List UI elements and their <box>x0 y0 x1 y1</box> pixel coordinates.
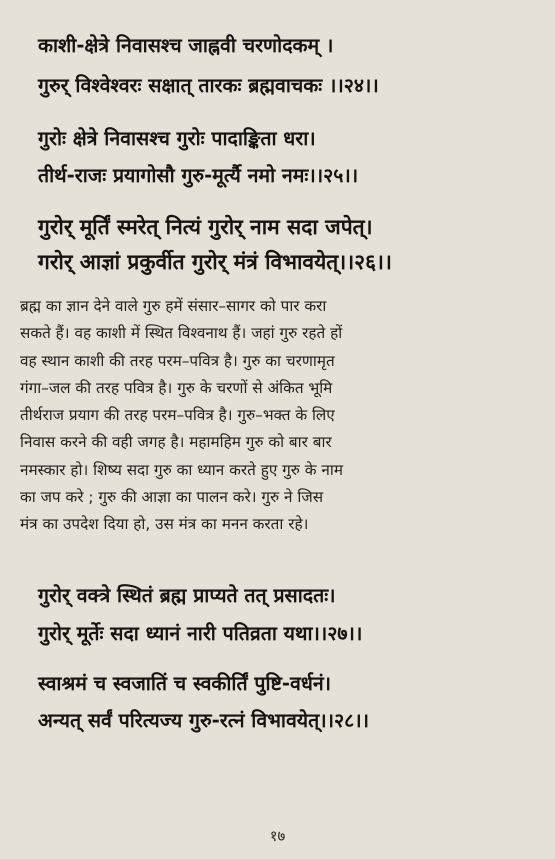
commentary-line: मंत्र का उपदेश दिया हो, उस मंत्र का मनन करता रहे। <box>20 515 309 534</box>
commentary-line: सकते हैं। वह काशी में स्थित विश्वनाथ हैं। जहां गुरु रहते हों <box>20 324 343 343</box>
verse-line: गुरुर् विश्वेश्वरः सक्षात् तारकः ब्रह्मवाचकः ।।२४।। <box>38 74 379 97</box>
commentary-line: गंगा–जल की तरह पवित्र है। गुरु के चरणों से अंकित भूमि <box>20 378 333 397</box>
verse-line: स्वाश्रमं च स्वजातिं च स्वकीर्तिं पुष्टि-वर्धनं। <box>38 672 332 695</box>
commentary-paragraph <box>20 293 535 539</box>
verse-line: गुरोर् वक्त्रे स्थितं ब्रह्म प्राप्यते तत् प्रसादतः। <box>38 584 336 607</box>
commentary-line: तीर्थराज प्रयाग की तरह परम–पवित्र है। गुरु–भक्त के लिए <box>20 406 335 425</box>
commentary-line: वह स्थान काशी की तरह परम–पवित्र है। गुरु का चरणामृत <box>20 351 335 370</box>
verse-line: गुरोर् मूर्तिं स्मरेत् नित्यं गुरोर् नाम सदा जपेत्। <box>38 215 373 239</box>
commentary-line: नमस्कार हो। शिष्य सदा गुरु का ध्यान करते हुए गुरु के नाम <box>20 460 343 479</box>
verse-line: काशी-क्षेत्रे निवासश्च जाह्नवी चरणोदकम् । <box>38 34 334 57</box>
verse-line: तीर्थ-राजः प्रयागोसौ गुरु-मूर्त्यै नमो नमः।।२५।। <box>38 164 359 187</box>
page-number: १७ <box>269 827 286 845</box>
commentary-line: निवास करने की वही जगह है। महामहिम गुरु को बार बार <box>20 433 332 452</box>
verse-line: गुरोः क्षेत्रे निवासश्च गुरोः पादाङ्कि‍ता धरा। <box>38 127 316 150</box>
verse-line: अन्यत् सर्वं परित्यज्य गुरु-रत्नं विभावयेत्।।२८।। <box>38 709 370 732</box>
commentary-line: का जप करे ; गुरु की आज्ञा का पालन करे। गुरु ने जिस <box>20 488 324 507</box>
verse-line: गरोर् आज्ञां प्रकुर्वीत गुरोर् मंत्रं विभावयेत्।।२६।। <box>38 250 392 274</box>
commentary-line: ब्रह्म का ज्ञान देने वाले गुरु हमें संसार–सागर को पार करा <box>20 297 327 315</box>
verse-line: गुरोर् मूर्तेः सदा ध्यानं नारी पतिव्रता यथा।।२७।। <box>38 622 363 645</box>
